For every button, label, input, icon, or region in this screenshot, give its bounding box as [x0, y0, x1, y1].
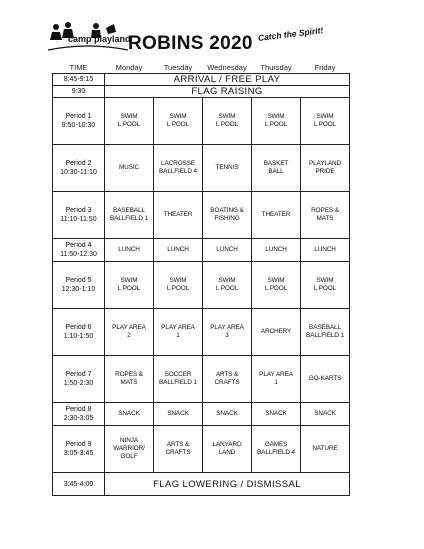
time-text: 1:10-1:50	[63, 333, 94, 340]
time-cell	[53, 98, 105, 145]
schedule-row	[53, 98, 350, 145]
time-text: Period 1	[65, 113, 92, 120]
activity-cell-friday	[301, 309, 350, 356]
time-text: 9:30	[71, 88, 86, 95]
activity-text: MUSIC	[118, 164, 140, 171]
activity-text: WARRIOR/	[113, 445, 145, 452]
activity-text: MATS	[316, 215, 334, 222]
activity-text: NINJA	[120, 437, 138, 444]
activity-cell-tuesday	[154, 426, 203, 473]
activity-text: PLAY AREA	[210, 324, 244, 331]
activity-text: ARCHERY	[260, 328, 292, 335]
activity-cell-wednesday	[203, 239, 252, 262]
activity-cell-monday	[105, 145, 154, 192]
logo-text: camp playland	[68, 34, 131, 44]
column-header-wednesday: Wednesday	[207, 63, 247, 72]
all-day-activity-cell: FLAG LOWERING / DISMISSAL	[105, 473, 350, 496]
activity-cell-monday	[105, 98, 154, 145]
activity-text: BASKET	[263, 160, 289, 167]
activity-cell-friday	[301, 239, 350, 262]
activity-text: 1	[176, 332, 180, 339]
activity-text: SWIM	[120, 113, 138, 120]
time-cell	[53, 262, 105, 309]
activity-cell-tuesday	[154, 98, 203, 145]
activity-text: BALLFIELD 4	[159, 168, 197, 175]
schedule-row	[53, 403, 350, 426]
activity-text: SNACK	[314, 410, 336, 417]
activity-text: SNACK	[118, 410, 140, 417]
column-header-tuesday: Tuesday	[163, 63, 193, 72]
activity-text: BALLFIELD 1	[306, 332, 344, 339]
time-text: Period 5	[65, 277, 92, 284]
time-cell	[53, 473, 105, 496]
activity-text: SWIM	[169, 113, 187, 120]
schedule-row	[53, 86, 350, 98]
activity-cell-tuesday	[154, 356, 203, 403]
activity-cell-thursday	[252, 192, 301, 239]
activity-cell-wednesday	[203, 262, 252, 309]
schedule-row	[53, 74, 350, 86]
activity-text: SWIM	[267, 277, 285, 284]
activity-text: PLAYLAND	[308, 160, 342, 167]
activity-text: CRAFTS	[214, 379, 240, 386]
activity-text: L POOL	[313, 285, 337, 292]
activity-text: LAND	[218, 449, 236, 456]
activity-text: THEATER	[163, 211, 193, 218]
activity-cell-wednesday	[203, 426, 252, 473]
schedule-row	[53, 239, 350, 262]
time-text: 8:45-9:15	[63, 76, 94, 83]
time-cell	[53, 356, 105, 403]
activity-text: SWIM	[267, 113, 285, 120]
time-text: 11:50-12:30	[60, 251, 97, 258]
activity-cell-monday	[105, 356, 154, 403]
activity-cell-wednesday	[203, 356, 252, 403]
activity-cell-friday	[301, 262, 350, 309]
activity-text: L POOL	[264, 285, 288, 292]
time-text: 1:50-2:30	[63, 380, 94, 387]
activity-text: LUNCH	[265, 246, 287, 253]
activity-text: L POOL	[166, 285, 190, 292]
activity-cell-wednesday	[203, 98, 252, 145]
time-cell	[53, 239, 105, 262]
schedule-row	[53, 426, 350, 473]
activity-text: SWIM	[218, 113, 236, 120]
activity-text: L POOL	[215, 121, 239, 128]
time-cell	[53, 403, 105, 426]
time-text: Period 6	[65, 324, 92, 331]
activity-text: SWIM	[316, 277, 334, 284]
activity-text: LUNCH	[314, 246, 336, 253]
time-text: 11:10-11:50	[60, 216, 97, 223]
time-text: Period 8	[65, 406, 92, 413]
activity-text: SWIM	[120, 277, 138, 284]
activity-text: SNACK	[167, 410, 189, 417]
activity-text: LUNCH	[216, 246, 238, 253]
time-text: Period 2	[65, 160, 92, 167]
time-text: 2:30-3:05	[63, 415, 94, 422]
activity-cell-wednesday	[203, 192, 252, 239]
activity-cell-thursday	[252, 98, 301, 145]
activity-cell-monday	[105, 262, 154, 309]
activity-text: L POOL	[117, 121, 141, 128]
activity-text: LUNCH	[118, 246, 140, 253]
activity-text: ROPES &	[311, 207, 339, 214]
time-text: 3:05-3:45	[63, 450, 94, 457]
activity-text: 2	[127, 332, 131, 339]
activity-text: PLAY AREA	[112, 324, 146, 331]
activity-text: BASEBALL	[113, 207, 145, 214]
page-title: ROBINS 2020	[128, 33, 253, 54]
activity-text: L POOL	[117, 285, 141, 292]
activity-text: BALLFIELD 4	[257, 449, 295, 456]
activity-text: THEATER	[261, 211, 291, 218]
schedule-row	[53, 309, 350, 356]
column-header-friday: Friday	[314, 63, 336, 72]
activity-cell-tuesday	[154, 309, 203, 356]
column-header-time: TIME	[69, 63, 88, 72]
activity-cell-thursday	[252, 145, 301, 192]
activity-text: L POOL	[215, 285, 239, 292]
time-text: 9:50-10:30	[61, 122, 96, 129]
tagline: Catch the Spirit!	[257, 25, 324, 43]
activity-text: PRIDE	[315, 168, 335, 175]
activity-text: NATURE	[312, 445, 338, 452]
activity-text: BALL	[268, 168, 284, 175]
time-text: Period 9	[65, 441, 92, 448]
all-day-activity-cell: FLAG RAISING	[105, 86, 350, 98]
activity-text: SWIM	[169, 277, 187, 284]
activity-cell-tuesday	[154, 145, 203, 192]
activity-text: ARTS &	[215, 371, 239, 378]
activity-cell-monday	[105, 192, 154, 239]
activity-text: SNACK	[265, 410, 287, 417]
activity-cell-wednesday	[203, 309, 252, 356]
time-text: 10:30-11:10	[60, 169, 97, 176]
activity-text: L POOL	[313, 121, 337, 128]
time-text: Period 7	[65, 371, 92, 378]
activity-text: L POOL	[264, 121, 288, 128]
schedule-row	[53, 356, 350, 403]
activity-cell-thursday	[252, 262, 301, 309]
activity-cell-friday	[301, 356, 350, 403]
activity-text: PLAY AREA	[259, 371, 293, 378]
activity-text: LUNCH	[167, 246, 189, 253]
activity-text: 3	[225, 332, 229, 339]
activity-cell-friday	[301, 426, 350, 473]
time-cell	[53, 86, 105, 98]
activity-text: SNACK	[216, 410, 238, 417]
time-text: 3:45-4:00	[63, 480, 94, 488]
schedule-row	[53, 473, 350, 496]
activity-text: LACROSSE	[160, 160, 195, 167]
time-text: Period 4	[65, 242, 92, 249]
schedule-table	[52, 62, 350, 496]
activity-text: BALLFIELD 1	[159, 379, 197, 386]
time-text: Period 3	[65, 207, 92, 214]
activity-cell-monday	[105, 426, 154, 473]
activity-text: GO-KARTS	[308, 375, 342, 382]
activity-text: SOCCER	[164, 371, 192, 378]
activity-text: BOATING &	[210, 207, 244, 214]
activity-cell-thursday	[252, 356, 301, 403]
time-text: 12:30-1:10	[61, 286, 96, 293]
activity-cell-tuesday	[154, 262, 203, 309]
activity-text: ARTS &	[166, 441, 190, 448]
activity-text: L POOL	[166, 121, 190, 128]
column-header-monday: Monday	[115, 63, 143, 72]
time-cell	[53, 426, 105, 473]
activity-text: PLAY AREA	[161, 324, 195, 331]
activity-cell-monday	[105, 403, 154, 426]
activity-cell-thursday	[252, 309, 301, 356]
activity-cell-tuesday	[154, 239, 203, 262]
activity-cell-tuesday	[154, 403, 203, 426]
activity-cell-friday	[301, 403, 350, 426]
activity-text: BASEBALL	[309, 324, 341, 331]
activity-cell-thursday	[252, 426, 301, 473]
time-cell	[53, 309, 105, 356]
activity-cell-thursday	[252, 239, 301, 262]
time-cell	[53, 74, 105, 86]
activity-text: GAMES	[264, 441, 288, 448]
activity-text: MATS	[120, 379, 138, 386]
activity-text: 1	[274, 379, 278, 386]
schedule-row	[53, 262, 350, 309]
activity-text: FISHING	[214, 215, 240, 222]
activity-text: CRAFTS	[165, 449, 191, 456]
activity-cell-friday	[301, 98, 350, 145]
activity-text: LANYARD	[212, 441, 242, 448]
activity-cell-wednesday	[203, 145, 252, 192]
activity-cell-friday	[301, 192, 350, 239]
activity-text: SWIM	[316, 113, 334, 120]
activity-text: GOLF	[120, 453, 138, 460]
activity-cell-monday	[105, 239, 154, 262]
activity-cell-monday	[105, 309, 154, 356]
activity-text: SWIM	[218, 277, 236, 284]
column-header-thursday: Thursday	[260, 63, 292, 72]
schedule-row	[53, 192, 350, 239]
activity-cell-friday	[301, 145, 350, 192]
activity-cell-wednesday	[203, 403, 252, 426]
camp-playland-logo	[44, 20, 132, 56]
time-cell	[53, 145, 105, 192]
column-header-row	[53, 62, 350, 74]
activity-cell-tuesday	[154, 192, 203, 239]
activity-cell-thursday	[252, 403, 301, 426]
schedule-row	[53, 145, 350, 192]
time-cell	[53, 192, 105, 239]
schedule-body	[53, 74, 350, 496]
activity-text: TENNIS	[215, 164, 239, 171]
activity-text: ROPES &	[115, 371, 143, 378]
all-day-activity-cell: ARRIVAL / FREE PLAY	[105, 74, 350, 86]
activity-text: BALLFIELD 1	[110, 215, 148, 222]
